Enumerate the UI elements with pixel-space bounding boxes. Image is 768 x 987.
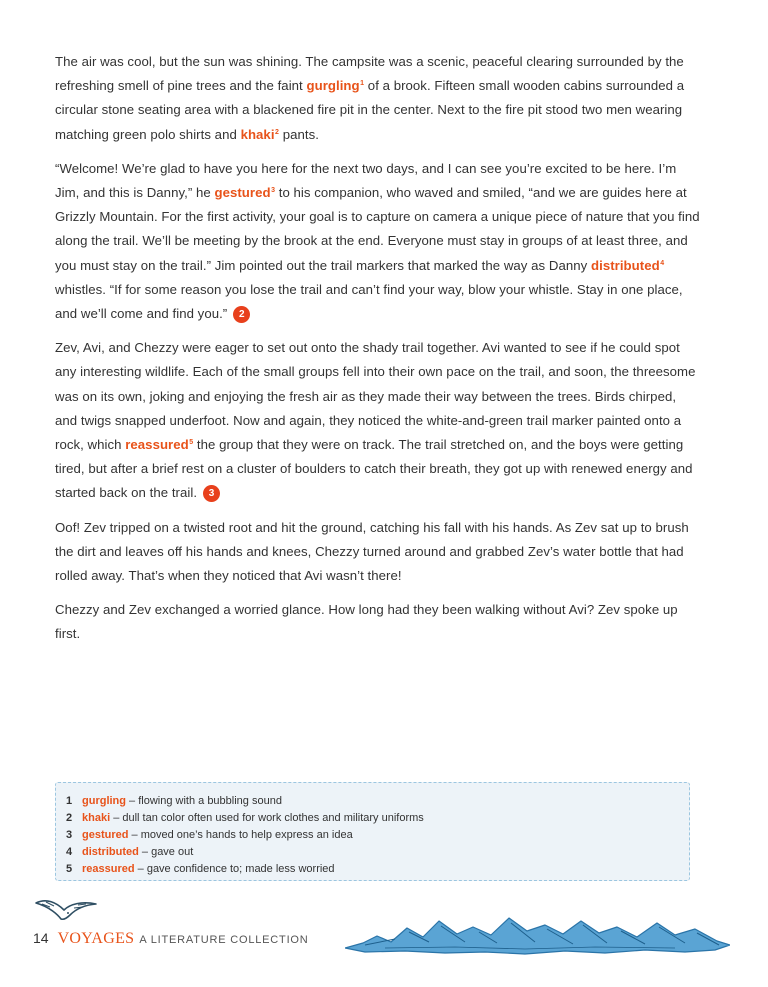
glossary-number: 5 xyxy=(66,863,73,875)
glossary-word: gestured xyxy=(82,829,129,841)
glossary-definition: – dull tan color often used for work clothes and military uniforms xyxy=(110,812,424,824)
glossary-definition: – gave confidence to; made less worried xyxy=(134,863,335,875)
glossary-word: gurgling xyxy=(82,795,126,807)
text-run: the group that they were on track. The trail stretched on, and the boys were getting tired, but after a brief rest on a cluster of boulders to catch their breath, they got up with renewed energy and started back on the trail. xyxy=(55,437,693,501)
paragraph-4: Oof! Zev tripped on a twisted root and hit the ground, catching his fall with his hands. As Zev sat up to brush the dirt and leaves off his hands and knees, Chezzy turned around and grabbed Zev’s water bottle that had rolled away. That’s when they noticed that Avi wasn’t there! xyxy=(55,519,689,584)
paragraph-2 xyxy=(55,157,700,326)
text-run: whistles. “If for some reason you lose the trail and can’t find your way, blow your whistle. Stay in one place, and we’ll come and find you.” xyxy=(55,281,683,322)
seagull-icon xyxy=(34,896,98,926)
glossary-item xyxy=(66,810,689,827)
vocab-word-text: distributed xyxy=(591,257,660,273)
glossary-item xyxy=(66,844,689,861)
vocab-word-gurgling xyxy=(307,78,365,93)
glossary-word: distributed xyxy=(82,846,139,858)
vocab-word-text: reassured xyxy=(125,437,189,453)
vocab-word-text: gurgling xyxy=(306,78,360,94)
glossary-item xyxy=(66,793,689,810)
text-run: of a brook. Fifteen small wooden cabins surrounded a circular stone seating area with a blackened fire pit in the center. Next to the fire pit stood two men wearing matching green polo shirts and xyxy=(55,78,685,142)
vocabulary-glossary-box xyxy=(55,782,690,881)
paragraph-5: Chezzy and Zev exchanged a worried glance. How long had they been walking without Avi? Zev spoke up first. xyxy=(55,602,678,642)
text-run: to his companion, who waved and smiled, “and we are guides here at Grizzly Mountain. For the first activity, your goal is to capture on camera a unique piece of nature that you find along the trail. We’ll be meeting by the brook at the end. Everyone must stay in groups of at least three, and you must stay on the trail.” Jim pointed out the trail markers that marked the way as Danny xyxy=(55,185,700,273)
brand-logo-text: VOYAGES xyxy=(57,930,135,947)
vocab-word-distributed xyxy=(591,258,664,273)
vocab-word-text: khaki xyxy=(240,126,275,142)
text-run: The air was cool, but the sun was shining. The campsite was a scenic, peaceful clearing surrounded by the refreshing smell of pine trees and the faint xyxy=(55,54,684,94)
section-marker-badge: 3 xyxy=(203,485,220,502)
section-marker-badge: 2 xyxy=(233,306,250,323)
footnote-ref: 4 xyxy=(660,259,665,267)
glossary-word: khaki xyxy=(82,812,111,824)
text-run: Zev, Avi, and Chezzy were eager to set out onto the shady trail together. Avi wanted to see if he could spot any interesting wildlife. Each of the small groups fell into their own pace on the trail, and soon, the threesome was on its own, joking and enjoying the fresh air as they made their way between the trees. Birds chirped, and twigs snapped underfoot. Now and again, they noticed the white-and-green trail marker painted onto a rock, which xyxy=(55,340,696,453)
footnote-ref: 1 xyxy=(360,80,365,88)
glossary-definition: – moved one’s hands to help express an idea xyxy=(128,829,353,841)
brand-subtitle: A LITERATURE COLLECTION xyxy=(139,934,309,946)
glossary-word: reassured xyxy=(82,863,135,875)
text-run: “Welcome! We’re glad to have you here for the next two days, and I can see you’re excited to be here. I’m Jim, and this is Danny,” he xyxy=(55,160,677,201)
glossary-definition: – flowing with a bubbling sound xyxy=(126,795,282,807)
footnote-ref: 2 xyxy=(275,128,279,136)
mountain-range-illustration xyxy=(345,912,730,957)
glossary-number: 4 xyxy=(66,846,73,858)
footnote-ref: 5 xyxy=(189,439,194,447)
text-run: pants. xyxy=(279,126,319,142)
page-number: 14 xyxy=(33,930,49,946)
glossary-number: 3 xyxy=(66,829,73,841)
story-text xyxy=(55,50,700,657)
vocab-word-text: gestured xyxy=(214,185,271,201)
glossary-definition: – gave out xyxy=(138,846,194,858)
vocab-word-reassured xyxy=(125,437,193,452)
glossary-item xyxy=(66,827,689,844)
paragraph-3 xyxy=(55,336,700,505)
vocab-word-khaki xyxy=(241,127,279,142)
page-footer xyxy=(33,930,309,952)
glossary-number: 2 xyxy=(66,812,73,824)
footnote-ref: 3 xyxy=(271,187,276,195)
paragraph-1 xyxy=(55,50,700,147)
glossary-item xyxy=(66,861,689,878)
vocab-word-gestured xyxy=(214,185,275,200)
glossary-number: 1 xyxy=(66,795,73,807)
